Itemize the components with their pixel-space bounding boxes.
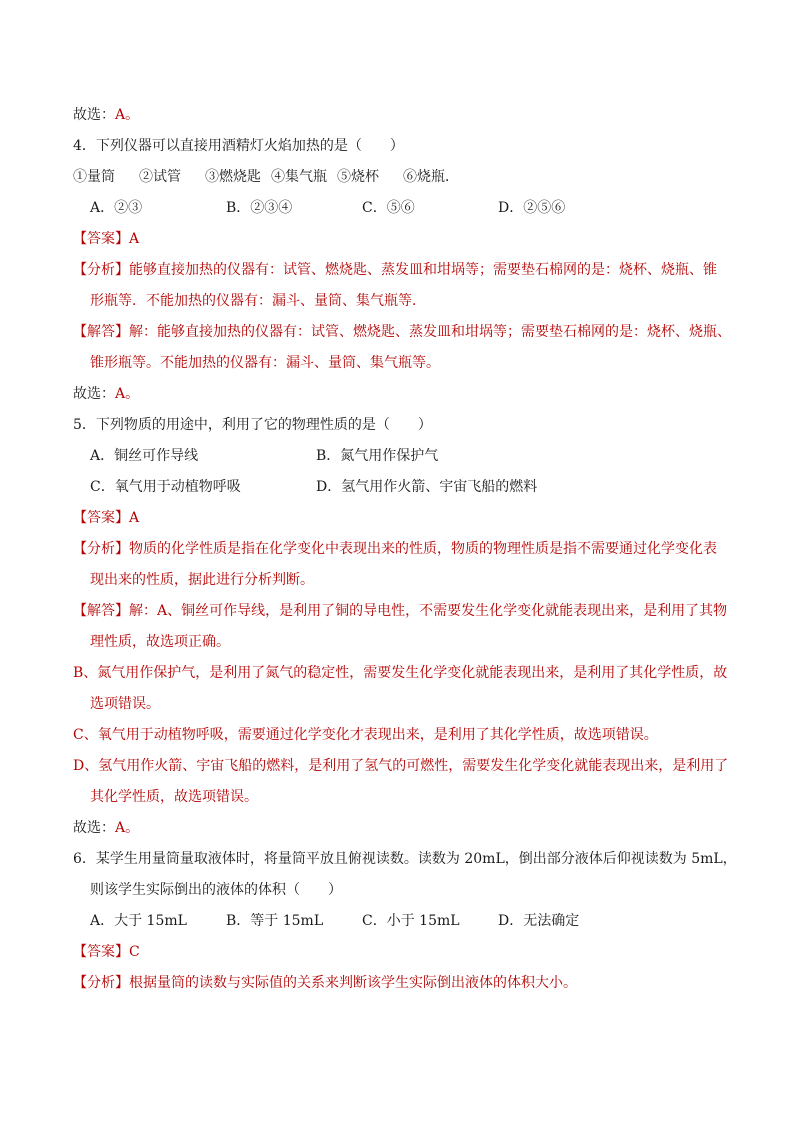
- q4-analysis-cont: 形瓶等．不能加热的仪器有：漏斗、量筒、集气瓶等．: [90, 293, 426, 309]
- q5-option-c: C．氧气用于动植物呼吸: [90, 479, 241, 495]
- question-6-cont: 则该学生实际倒出的液体的体积（ ）: [90, 882, 342, 898]
- solution-text: 解：能够直接加热的仪器有：试管、燃烧匙、蒸发皿和坩埚等；需要垫石棉网的是：烧杯、烧瓶、: [129, 324, 731, 340]
- q4-item: ⑤烧杯: [337, 169, 379, 185]
- q4-option: A．②③: [90, 200, 143, 216]
- q5-solution-b: B、氮气用作保护气，是利用了氮气的稳定性，需要发生化学变化就能表现出来，是利用了其化学性质，故: [73, 665, 728, 681]
- solution-tag: 【解答】: [73, 324, 129, 340]
- question-4: 4．下列仪器可以直接用酒精灯火焰加热的是（ ）: [73, 138, 404, 154]
- analysis-tag: 【分析】: [73, 262, 129, 278]
- choose-prefix: 故选：: [73, 107, 115, 123]
- q4-analysis: [73, 255, 723, 286]
- q4-item: ②试管: [139, 169, 181, 185]
- question-6: 6．某学生用量筒量取液体时，将量筒平放且俯视读数。读数为 20mL，倒出部分液体后仰视读数为 5mL，: [73, 851, 737, 867]
- answer-tag: 【答案】: [73, 231, 129, 247]
- q4-answer: [73, 224, 723, 255]
- analysis-text: 能够直接加热的仪器有：试管、燃烧匙、蒸发皿和坩埚等；需要垫石棉网的是：烧杯、烧瓶、锥: [129, 262, 717, 278]
- q5-options-row-1: [73, 441, 723, 472]
- q4-solution-cont: 锥形瓶等。不能加热的仪器有：漏斗、量筒、集气瓶等。: [90, 355, 440, 371]
- q5-options-row-2: [73, 472, 723, 503]
- choose-answer: A。: [115, 386, 140, 402]
- q6-answer: [73, 937, 723, 968]
- q5-solution: [73, 596, 728, 627]
- answer-value: A: [129, 231, 140, 247]
- answer-tag: 【答案】: [73, 944, 129, 960]
- analysis-tag: 【分析】: [73, 975, 129, 991]
- analysis-text: 根据量筒的读数与实际值的关系来判断该学生实际倒出液体的体积大小。: [129, 975, 577, 991]
- choose-prefix: 故选：: [73, 386, 115, 402]
- q6-option: A．大于 15mL: [90, 913, 187, 929]
- choose-answer: A。: [115, 820, 140, 836]
- answer-value: C: [129, 944, 140, 960]
- q5-solution-b-cont: 选项错误。: [90, 696, 160, 712]
- solution-text: 解：A、铜丝可作导线，是利用了铜的导电性，不需要发生化学变化就能表现出来，是利用了其物: [129, 603, 728, 619]
- q4-option: D．②⑤⑥: [498, 200, 566, 216]
- q5-choose: [73, 813, 723, 844]
- q5-option-a: A．铜丝可作导线: [90, 448, 199, 464]
- answer-tag: 【答案】: [73, 510, 129, 526]
- q5-solution-d: D、氢气用作火箭、宇宙飞船的燃料，是利用了氢气的可燃性，需要发生化学变化就能表现出来，是利用了: [73, 758, 729, 774]
- choose-line: [73, 100, 723, 131]
- q4-options: [73, 193, 723, 224]
- q5-solution-c: C、氧气用于动植物呼吸，需要通过化学变化才表现出来，是利用了其化学性质，故选项错误。: [73, 727, 658, 743]
- q5-analysis-cont: 现出来的性质，据此进行分析判断。: [90, 572, 314, 588]
- question-5: 5．下列物质的用途中，利用了它的物理性质的是（ ）: [73, 417, 432, 433]
- q6-option: C．小于 15mL: [362, 913, 460, 929]
- q4-items: [73, 162, 723, 193]
- q4-item: ⑥烧瓶．: [403, 169, 459, 185]
- q4-item: ④集气瓶: [271, 169, 327, 185]
- page-content: [73, 100, 737, 999]
- q6-options: [73, 906, 723, 937]
- q6-analysis: [73, 968, 723, 999]
- analysis-tag: 【分析】: [73, 541, 129, 557]
- analysis-text: 物质的化学性质是指在化学变化中表现出来的性质，物质的物理性质是指不需要通过化学变化表: [129, 541, 717, 557]
- solution-tag: 【解答】: [73, 603, 129, 619]
- q4-choose: [73, 379, 723, 410]
- q4-option: C．⑤⑥: [362, 200, 415, 216]
- choose-prefix: 故选：: [73, 820, 115, 836]
- q4-item: ③燃烧匙: [205, 169, 261, 185]
- answer-value: A: [129, 510, 140, 526]
- q4-item: ①量筒: [73, 169, 115, 185]
- q5-option-d: D．氢气用作火箭、宇宙飞船的燃料: [316, 479, 538, 495]
- q6-option: D．无法确定: [498, 913, 580, 929]
- q6-option: B．等于 15mL: [226, 913, 324, 929]
- q5-solution-cont: 理性质，故选项正确。: [90, 634, 230, 650]
- q5-answer: [73, 503, 723, 534]
- q5-analysis: [73, 534, 723, 565]
- q5-solution-d-cont: 其化学性质，故选项错误。: [90, 789, 258, 805]
- q4-solution: [73, 317, 731, 348]
- q5-option-b: B．氮气用作保护气: [316, 448, 439, 464]
- q4-option: B．②③④: [226, 200, 293, 216]
- choose-answer: A。: [115, 107, 140, 123]
